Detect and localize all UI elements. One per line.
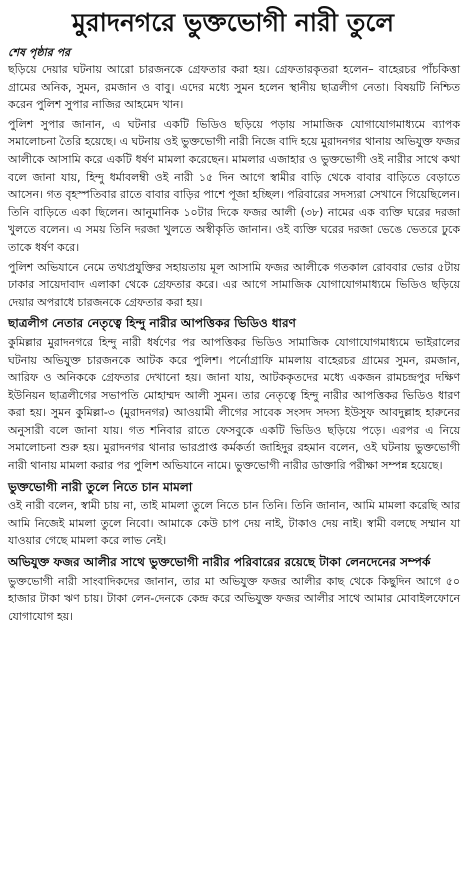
paragraph: পুলিশ সুপার জানান, এ ঘটনার একটি ভিডিও ছড়িয়ে পড়ায় সামাজিক যোগাযোগমাধ্যমে ব্যাপক সমালোচনা তৈরি হয়েছে। এ ঘটনায় ওই ভুক্তভোগী নারী নিজে বাদি হয়ে মুরাদনগর থানায় অভিযুক্ত ফজর আলীকে আসামি করে একটি ধর্ষণ মামলা করেছেন। মামলার এজাহার ও ভুক্তভোগী ওই নারীর সাথে কথা বলে জানা যায়, হিন্দু ধর্মাবলম্বী ওই নারী ১৫ দিন আগে স্বামীর বাড়ি থেকে বাবার বাড়িতে বেড়াতে আসেন। গত বৃহস্পতিবার রাতে বাবার বাড়ির পাশে পূজা হচ্ছিল। পরিবারের সদস্যরা সেখানে গিয়েছিলেন। তিনি বাড়িতে একা ছিলেন। আনুমানিক ১০টার দিকে ফজর আলী (৩৮) নামের এক ব্যক্তি ঘরের দরজা খুলতে বলেন। এ সময় তিনি দরজা খুলতে অস্বীকৃতি জানান। ওই ব্যক্তি ঘরের দরজা ভেঙে ভেতরে ঢুকে তাকে ধর্ষণ করে। xyxy=(8,117,460,254)
paragraph: কুমিল্লার মুরাদনগরে হিন্দু নারী ধর্ষণের পর আপত্তিকর ভিডিও সামাজিক যোগাযোগমাধ্যমে ভাইরালের ঘটনায় অভিযুক্ত চারজনকে আটক করে পুলিশ। পর্নোগ্রাফি মামলায় বাহেরচর গ্রামের সুমন, রমজান, আরিফ ও অনিককে গ্রেফতার দেখানো হয়। জানা যায়, আটককৃতদের মধ্যে একজন রামচন্দ্রপুর দক্ষিণ ইউনিয়ন ছাত্রলীগের সভাপতি মোহাম্মদ আলী সুমন। তার নেতৃত্বে হিন্দু নারীর আপত্তিকর ভিডিও ধারণ করা হয়। সুমন কুমিল্লা-৩ (মুরাদনগর) আওয়ামী লীগের সাবেক সংসদ সদস্য ইউসুফ আবদুল্লাহ হারুনের অনুসারী বলে জানা যায়। গত শনিবার রাতে ফেসবুকে একটি ভিডিও ছড়িয়ে পড়ে। এরপর এ নিয়ে সমালোচনা শুরু হয়। মুরাদনগর থানার ভারপ্রাপ্ত কর্মকর্তা জাহিদুর রহমান বলেন, ওই ঘটনায় ভুক্তভোগী নারী থানায় মামলা করার পর পুলিশ অভিযানে নামে। ভুক্তভোগী নারীর ডাক্তারি পরীক্ষা সম্পন্ন হয়েছে। xyxy=(8,335,460,473)
subheading: ভুক্তভোগী নারী তুলে নিতে চান মামলা xyxy=(8,479,193,494)
article-body xyxy=(0,61,466,625)
paragraph: ওই নারী বলেন, স্বামী চায় না, তাই মামলা তুলে নিতে চান তিনি। তিনি জানান, আমি মামলা করেছি আর আমি নিজেই মামলা তুলে নিবো। আমাকে কেউ চাপ দেয় নাই, টাকাও দেয় নাই। স্বামী বলছে সম্মান যা যাওয়ার গেছে মামলা করে লাভ নেই। xyxy=(8,499,460,548)
paragraph: ছড়িয়ে দেয়ার ঘটনায় আরো চারজনকে গ্রেফতার করা হয়। গ্রেফতারকৃতরা হলেন– বাহেরচর পাঁচকিত্তা গ্রামের অনিক, সুমন, রমজান ও বাবু। এদের মধ্যে সুমন হলেন স্থানীয় ছাত্রলীগ নেতা। বিষয়টি নিশ্চিত করেন পুলিশ সুপার নাজির আহমেদ খান। xyxy=(8,63,460,112)
subheading: ছাত্রলীগ নেতার নেতৃত্বে হিন্দু নারীর আপত্তিকর ভিডিও ধারণ xyxy=(8,316,296,331)
subheading: অভিযুক্ত ফজর আলীর সাথে ভুক্তভোগী নারীর পরিবারের রয়েছে টাকা লেনদেনের সম্পর্ক xyxy=(8,555,431,570)
headline: মুরাদনগরে ভুক্তভোগী নারী তুলে xyxy=(71,7,395,37)
paragraph: পুলিশ অভিযানে নেমে তথ্যপ্রযুক্তির সহায়তায় মূল আসামি ফজর আলীকে গতকাল রোববার ভোর ৫টায় ঢাকার সায়েদাবাদ এলাকা থেকে গ্রেফতার করে। এর আগে সামাজিক যোগাযোগমাধ্যমে ভিডিও ছড়িয়ে দেয়ার অপরাধে চারজনকে গ্রেফতার করা হয়। xyxy=(8,260,460,309)
paragraph: ভুক্তভোগী নারী সাংবাদিকদের জানান, তার মা অভিযুক্ত ফজর আলীর কাছ থেকে কিছুদিন আগে ৫০ হাজার টাকা ঋণ চায়। টাকা লেন-দেনকে কেন্দ্র করে অভিযুক্ত ফজর আলীর সাথে আমার মোবাইলফোনে যোগাযোগ হয়। xyxy=(8,574,460,623)
continued-from-label: শেষ পৃষ্ঠার পর xyxy=(8,46,71,59)
